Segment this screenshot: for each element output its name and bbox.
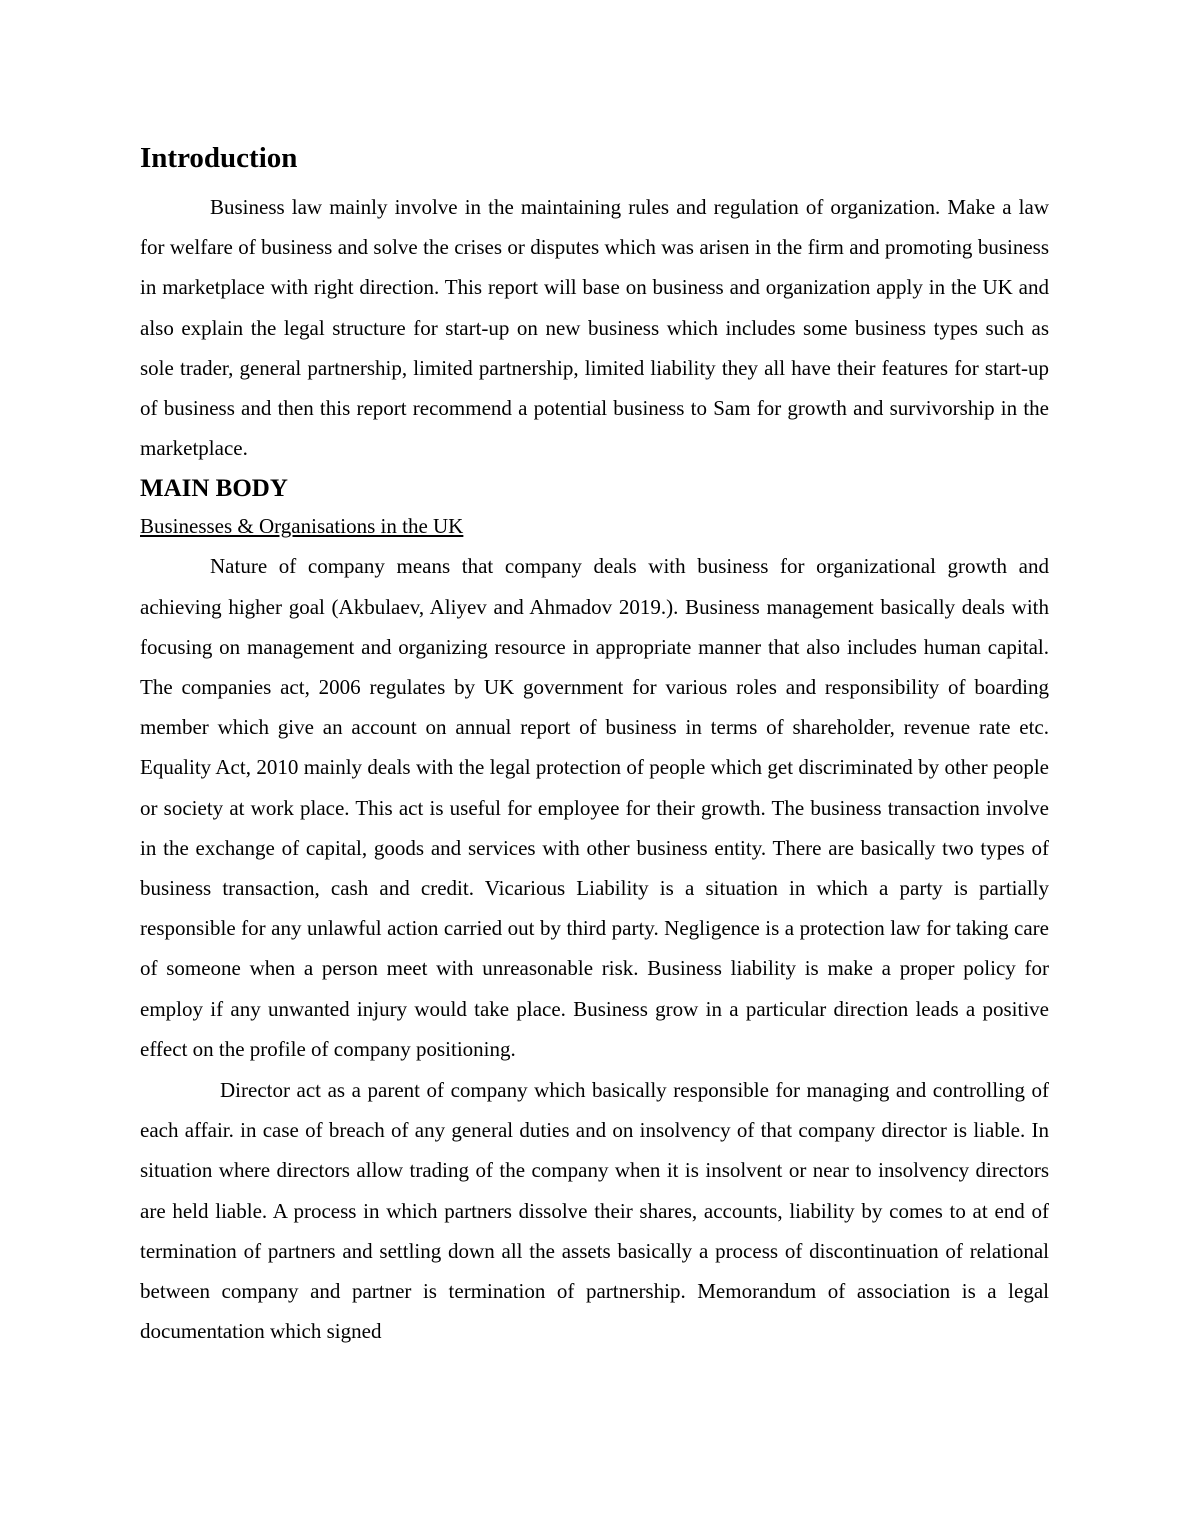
- document-page: [140, 138, 1049, 1351]
- body-paragraph-nature-of-company: Nature of company means that company deals with business for organizational growth and achieving higher goal (Akbulaev, Aliyev and Ahmadov 2019.). Business management basically deals with focusing on management and organizing resource in appropriate manner that also includes human capital. The companies act, 2006 regulates by UK government for various roles and responsibility of boarding member which give an account on annual report of business in terms of shareholder, revenue rate etc. Equality Act, 2010 mainly deals with the legal protection of people which get discriminated by other people or society at work place. This act is useful for employee for their growth. The business transaction involve in the exchange of capital, goods and services with other business entity. There are basically two types of business transaction, cash and credit. Vicarious Liability is a situation in which a party is partially responsible for any unlawful action carried out by third party. Negligence is a protection law for taking care of someone when a person meet with unreasonable risk. Business liability is make a proper policy for employ if any unwanted injury would take place. Business grow in a particular direction leads a positive effect on the profile of company positioning.: [140, 554, 1049, 1061]
- introduction-paragraph: Business law mainly involve in the maintaining rules and regulation of organization. Make a law for welfare of business and solve the crises or disputes which was arisen in the firm and promoting business in marketplace with right direction. This report will base on business and organization apply in the UK and also explain the legal structure for start-up on new business which includes some business types such as sole trader, general partnership, limited partnership, limited liability they all have their features for start-up of business and then this report recommend a potential business to Sam for growth and survivorship in the marketplace.: [140, 195, 1049, 461]
- section-subheading: Businesses & Organisations in the UK: [140, 514, 464, 539]
- main-body-heading: MAIN BODY: [140, 475, 288, 503]
- introduction-heading: Introduction: [140, 142, 298, 174]
- body-paragraph-director: Director act as a parent of company which basically responsible for managing and controlling of each affair. in case of breach of any general duties and on insolvency of that company director is liable. In situation where directors allow trading of the company when it is insolvent or near to insolvency directors are held liable. A process in which partners dissolve their shares, accounts, liability by comes to at end of termination of partners and settling down all the assets basically a process of discontinuation of relational between company and partner is termination of partnership. Memorandum of association is a legal documentation which signed: [140, 1078, 1049, 1344]
